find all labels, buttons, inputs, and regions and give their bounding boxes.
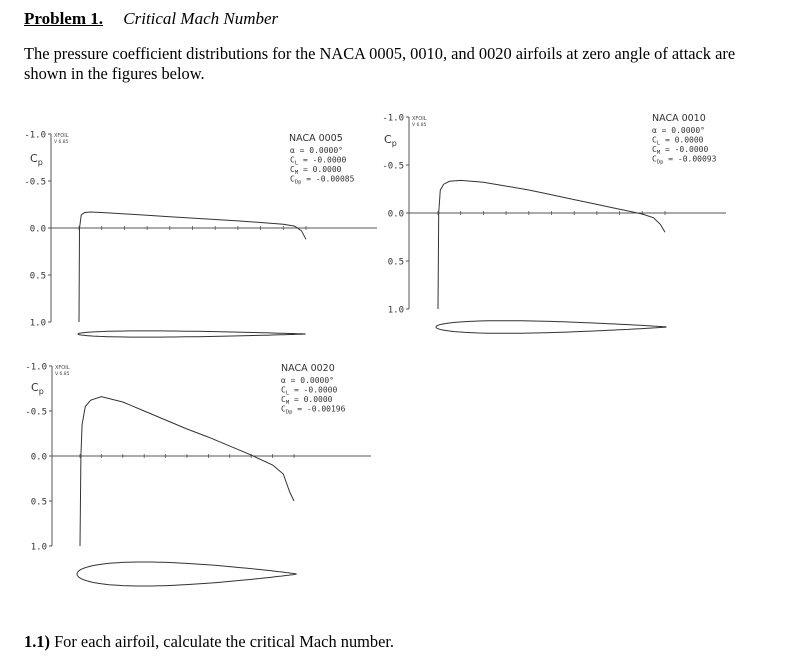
xfoil-logo: XFOIL xyxy=(55,365,70,371)
question-number: 1.1) xyxy=(24,632,50,651)
y-tick-label: 1.0 xyxy=(29,318,46,329)
xfoil-version: V 6.85 xyxy=(55,372,70,377)
airfoil-shape xyxy=(436,321,666,334)
y-tick-label: 1.0 xyxy=(387,305,404,316)
param-line: $C_M = -0.0000$ xyxy=(652,145,709,156)
airfoil-name: NACA 0010 xyxy=(652,113,706,124)
xfoil-version: V 6.85 xyxy=(54,140,69,145)
y-axis-label: $C_p$ xyxy=(384,133,397,148)
xfoil-logo: XFOIL xyxy=(412,116,427,122)
param-line: $C_{Dp} = -0.00085$ xyxy=(290,174,355,186)
problem-title: Critical Mach Number xyxy=(123,9,279,28)
y-tick-label: 0.0 xyxy=(387,209,404,220)
question-1-1 xyxy=(24,632,394,652)
param-line: α = 0.0000° xyxy=(281,376,334,385)
y-tick-label: 0.0 xyxy=(30,452,47,463)
airfoil-shape xyxy=(77,562,296,586)
y-tick-label: -1.0 xyxy=(382,113,404,124)
param-line: $C_M = 0.0000$ xyxy=(281,395,333,406)
y-axis-label: $C_p$ xyxy=(31,381,44,396)
y-tick-label: 0.5 xyxy=(387,257,404,268)
cp-curve xyxy=(438,180,665,309)
cp-curve xyxy=(80,397,294,546)
problem-number: Problem 1. xyxy=(24,9,104,28)
y-tick-label: -1.0 xyxy=(24,130,46,141)
param-line: $C_{Dp} = -0.00093$ xyxy=(652,154,717,166)
y-tick-label: 0.5 xyxy=(30,497,47,508)
y-tick-label: 1.0 xyxy=(30,542,47,553)
param-line: $C_L = -0.0000$ xyxy=(281,385,338,397)
y-tick-label: 0.5 xyxy=(29,271,46,282)
y-tick-label: -0.5 xyxy=(382,161,404,172)
y-tick-label: -1.0 xyxy=(25,362,47,373)
airfoil-shape xyxy=(78,331,305,337)
plot-naca0020 xyxy=(25,363,371,587)
airfoil-name: NACA 0020 xyxy=(281,363,335,374)
plot-naca0005 xyxy=(24,131,377,338)
param-line: $C_{Dp} = -0.00196$ xyxy=(281,404,346,416)
y-tick-label: -0.5 xyxy=(24,177,46,188)
question-text: For each airfoil, calculate the critical Mach number. xyxy=(54,632,395,651)
xfoil-version: V 6.85 xyxy=(412,123,427,128)
param-line: $C_M = 0.0000$ xyxy=(290,165,342,176)
airfoil-name: NACA 0005 xyxy=(289,133,343,144)
y-tick-label: 0.0 xyxy=(29,224,46,235)
param-line: $C_L = -0.0000$ xyxy=(290,155,347,167)
intro-paragraph: The pressure coefficient distributions for the NACA 0005, 0010, and 0020 airfoils at zero angle of attack are shown in the figures below. xyxy=(24,44,736,83)
param-line: α = 0.0000° xyxy=(290,146,343,155)
plot-naca0010 xyxy=(382,113,726,333)
param-line: $C_L = 0.0000$ xyxy=(652,135,704,147)
param-line: α = 0.0000° xyxy=(652,126,705,135)
y-axis-label: $C_p$ xyxy=(30,152,43,167)
y-tick-label: -0.5 xyxy=(25,407,47,418)
xfoil-logo: XFOIL xyxy=(54,133,69,139)
